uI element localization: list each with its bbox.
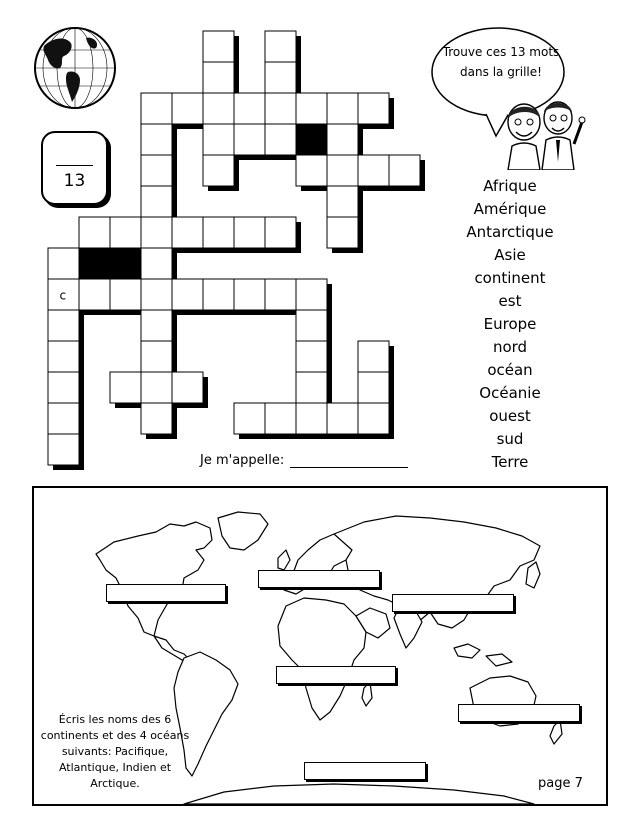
word-item: Europe: [483, 315, 537, 333]
grid-cell[interactable]: [358, 93, 389, 124]
map-label-box[interactable]: [106, 584, 226, 602]
word-item: Océanie: [479, 384, 541, 402]
grid-cell[interactable]: [203, 217, 234, 248]
grid-cell[interactable]: [141, 186, 172, 217]
word-item: sud: [496, 430, 524, 448]
grid-cell[interactable]: [265, 217, 296, 248]
grid-cell[interactable]: [48, 434, 79, 465]
grid-cell[interactable]: [48, 372, 79, 403]
word-item: océan: [487, 361, 533, 379]
word-item: Asie: [494, 246, 526, 264]
grid-cell[interactable]: [110, 372, 141, 403]
grid-cell[interactable]: [110, 279, 141, 310]
grid-prefilled-letter: c: [59, 288, 67, 303]
grid-cell[interactable]: [141, 248, 172, 279]
grid-cell[interactable]: [296, 403, 327, 434]
name-label: Je m'appelle:: [200, 453, 285, 468]
grid-cell[interactable]: [141, 341, 172, 372]
grid-cell[interactable]: [265, 279, 296, 310]
grid-cell[interactable]: [327, 403, 358, 434]
map-label-box[interactable]: [304, 762, 426, 780]
grid-cell[interactable]: [203, 31, 234, 62]
map-label-box[interactable]: [392, 594, 514, 612]
map-label-box[interactable]: [458, 704, 580, 722]
map-label-box[interactable]: [258, 570, 380, 588]
grid-cell[interactable]: [265, 31, 296, 62]
grid-cell[interactable]: [358, 155, 389, 186]
grid-cell[interactable]: [327, 217, 358, 248]
grid-cell[interactable]: [234, 279, 265, 310]
grid-cell[interactable]: [327, 186, 358, 217]
grid-cell[interactable]: [234, 124, 265, 155]
grid-cell[interactable]: [327, 124, 358, 155]
word-item: nord: [492, 338, 528, 356]
grid-cell[interactable]: [203, 93, 234, 124]
grid-cell[interactable]: [141, 217, 172, 248]
grid-cell[interactable]: [203, 279, 234, 310]
page-number: page 7: [538, 776, 583, 791]
grid-cell[interactable]: [48, 310, 79, 341]
grid-cell[interactable]: [265, 124, 296, 155]
grid-cell[interactable]: [172, 93, 203, 124]
grid-cell[interactable]: [203, 124, 234, 155]
grid-cell[interactable]: [203, 62, 234, 93]
grid-cell[interactable]: [358, 341, 389, 372]
grid-cell[interactable]: [141, 403, 172, 434]
grid-cell[interactable]: [141, 279, 172, 310]
grid-cell[interactable]: [48, 341, 79, 372]
name-blank-line[interactable]: [290, 453, 408, 468]
grid-cell[interactable]: [265, 62, 296, 93]
grid-cell[interactable]: [296, 310, 327, 341]
grid-cell[interactable]: [203, 155, 234, 186]
grid-cell[interactable]: [265, 93, 296, 124]
bubble-text: Trouve ces 13 mots dans la grille!: [442, 45, 560, 79]
word-item: Afrique: [483, 177, 537, 195]
grid-cell[interactable]: [141, 372, 172, 403]
grid-cell[interactable]: [296, 372, 327, 403]
grid-cell[interactable]: [327, 93, 358, 124]
name-field[interactable]: [200, 453, 408, 468]
grid-cell-blocked: [296, 124, 327, 155]
word-item: Antarctique: [466, 223, 554, 241]
grid-cell[interactable]: [234, 403, 265, 434]
grid-cell[interactable]: [327, 155, 358, 186]
grid-cell-blocked: [110, 248, 141, 279]
grid-cell[interactable]: [358, 372, 389, 403]
score-total: 13: [63, 171, 86, 191]
grid-cell[interactable]: [141, 124, 172, 155]
word-item: continent: [474, 269, 546, 287]
word-item: ouest: [489, 407, 531, 425]
grid-cell[interactable]: [110, 217, 141, 248]
grid-cell[interactable]: [358, 403, 389, 434]
grid-cell[interactable]: [141, 310, 172, 341]
grid-cell[interactable]: [141, 155, 172, 186]
grid-cell[interactable]: [79, 279, 110, 310]
grid-cell[interactable]: [296, 341, 327, 372]
grid-cell[interactable]: [296, 279, 327, 310]
map-label-box[interactable]: [276, 666, 396, 684]
grid-cell[interactable]: [296, 93, 327, 124]
map-instructions: Écris les noms des 6 continents et des 4 océans suivants: Pacifique, Atlantique, Indien et Arctique.: [40, 713, 190, 790]
grid-cell[interactable]: [234, 93, 265, 124]
grid-cell[interactable]: [234, 217, 265, 248]
word-item: est: [498, 292, 522, 310]
grid-cell[interactable]: [296, 155, 327, 186]
word-list: [455, 175, 565, 474]
grid-cell[interactable]: [79, 217, 110, 248]
grid-cell[interactable]: [48, 248, 79, 279]
cartoon-people-icon: [498, 100, 588, 170]
word-item: Terre: [491, 453, 529, 471]
grid-cell[interactable]: [265, 403, 296, 434]
word-item: Amérique: [473, 200, 547, 218]
grid-cell[interactable]: [389, 155, 420, 186]
grid-cell[interactable]: [172, 372, 203, 403]
grid-cell[interactable]: [141, 93, 172, 124]
grid-cell[interactable]: [172, 279, 203, 310]
grid-cell[interactable]: [48, 403, 79, 434]
grid-cell[interactable]: [172, 217, 203, 248]
grid-cell-blocked: [79, 248, 110, 279]
